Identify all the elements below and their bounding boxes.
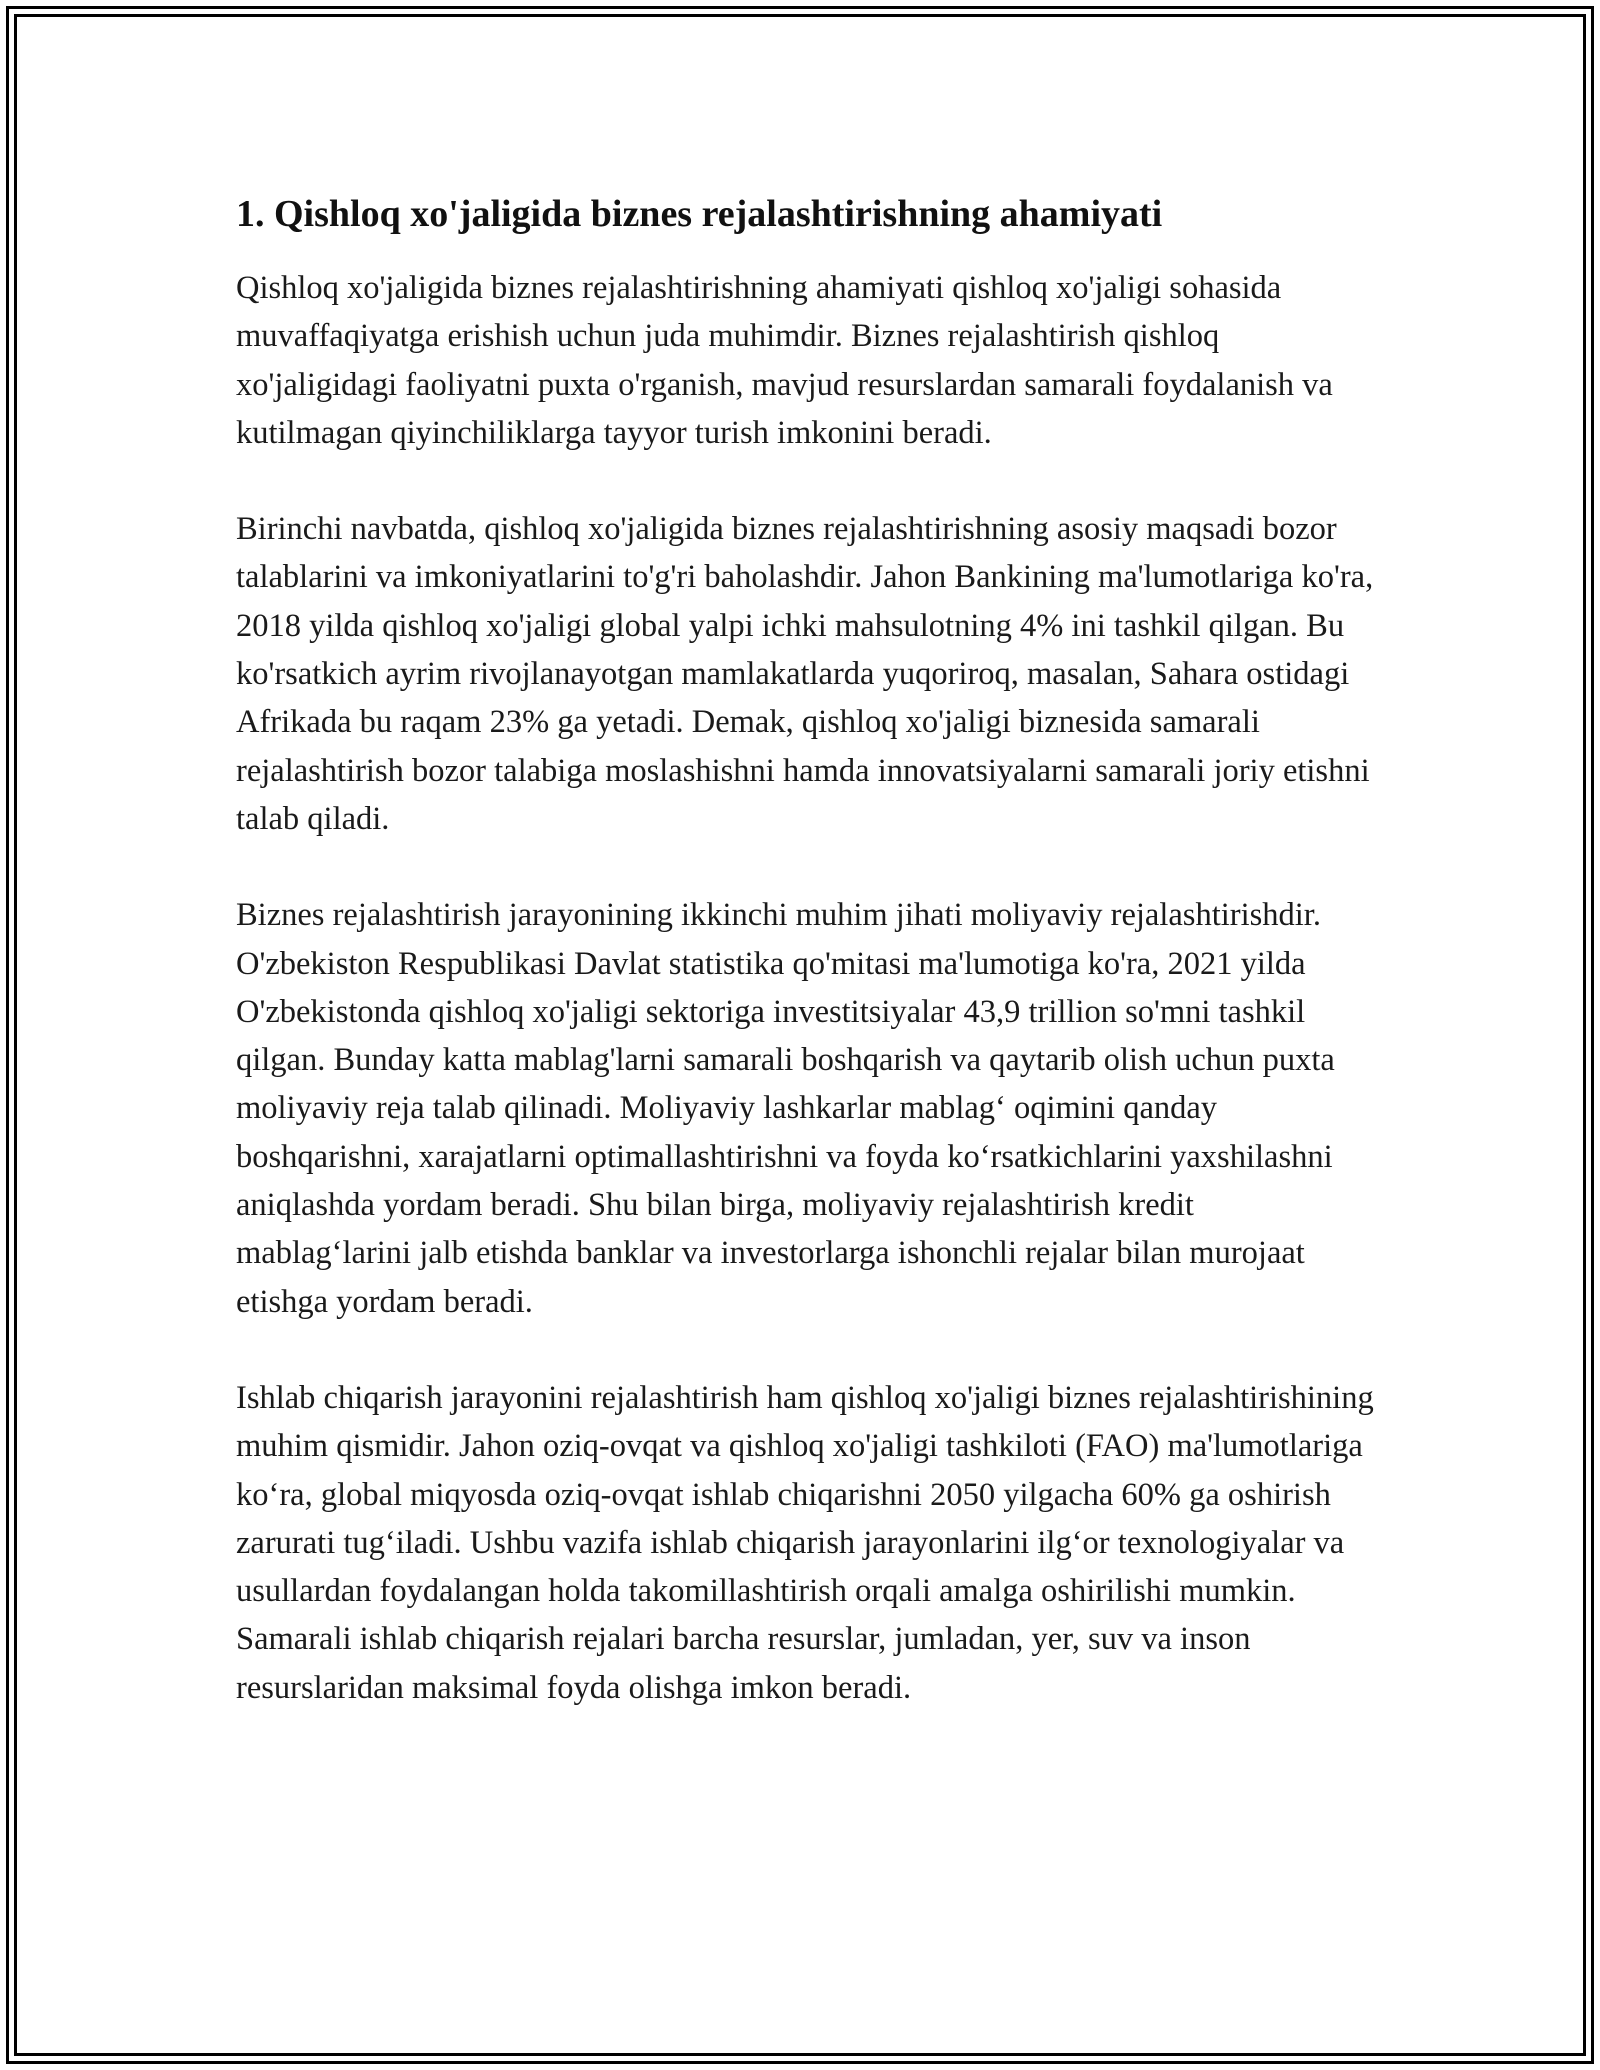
- paragraph-market: Birinchi navbatda, qishloq xo'jaligida biznes rejalashtirishning asosiy maqsadi bozor talablarini va imkoniyatlarini to'g'ri baholashdir. Jahon Bankining ma'lumotlariga ko'ra, 2018 yilda qishloq xo'jaligi global yalpi ichki mahsulotning 4% ini tashkil qilgan. Bu ko'rsatkich ayrim rivojlanayotgan mamlakatlarda yuqoriroq, masalan, Sahara ostidagi Afrikada bu raqam 23% ga yetadi. Demak, qishloq xo'jaligi biznesida samarali rejalashtirish bozor talabiga moslashishni hamda innovatsiyalarni samarali joriy etishni talab qiladi.: [236, 511, 1374, 837]
- section-heading: 1. Qishloq xo'jaligida biznes rejalashtirishning ahamiyati: [236, 193, 1163, 235]
- document-body: [236, 186, 1376, 1760]
- paragraph-intro: Qishloq xo'jaligida biznes rejalashtirishning ahamiyati qishloq xo'jaligi sohasida muvaffaqiyatga erishish uchun juda muhimdir. Biznes rejalashtirish qishloq xo'jaligidagi faoliyatni puxta o'rganish, mavjud resurslardan samarali foydalanish va kutilmagan qiyinchiliklarga tayyor turish imkonini beradi.: [236, 270, 1333, 451]
- paragraph-finance: Biznes rejalashtirish jarayonining ikkinchi muhim jihati moliyaviy rejalashtirishdir. O'zbekiston Respublikasi Davlat statistika qo'mitasi ma'lumotiga ko'ra, 2021 yilda O'zbekistonda qishloq xo'jaligi sektoriga investitsiyalar 43,9 trillion so'mni tashkil qilgan. Bunday katta mablag'larni samarali boshqarish va qaytarib olish uchun puxta moliyaviy reja talab qilinadi. Moliyaviy lashkarlar mablag‘ oqimini qanday boshqarishni, xarajatlarni optimallashtirishni va foyda ko‘rsatkichlarini yaxshilashni aniqlashda yordam beradi. Shu bilan birga, moliyaviy rejalashtirish kredit mablag‘larini jalb etishda banklar va investorlarga ishonchli rejalar bilan murojaat etishga yordam beradi.: [236, 897, 1335, 1320]
- paragraph-production: Ishlab chiqarish jarayonini rejalashtirish ham qishloq xo'jaligi biznes rejalashtirishining muhim qismidir. Jahon oziq-ovqat va qishloq xo'jaligi tashkiloti (FAO) ma'lumotlariga ko‘ra, global miqyosda oziq-ovqat ishlab chiqarishni 2050 yilgacha 60% ga oshirish zarurati tug‘iladi. Ushbu vazifa ishlab chiqarish jarayonlarini ilg‘or texnologiyalar va usullardan foydalangan holda takomillashtirish orqali amalga oshirilishi mumkin. Samarali ishlab chiqarish rejalari barcha resurslar, jumladan, yer, suv va inson resurslaridan maksimal foyda olishga imkon beradi.: [236, 1379, 1374, 1706]
